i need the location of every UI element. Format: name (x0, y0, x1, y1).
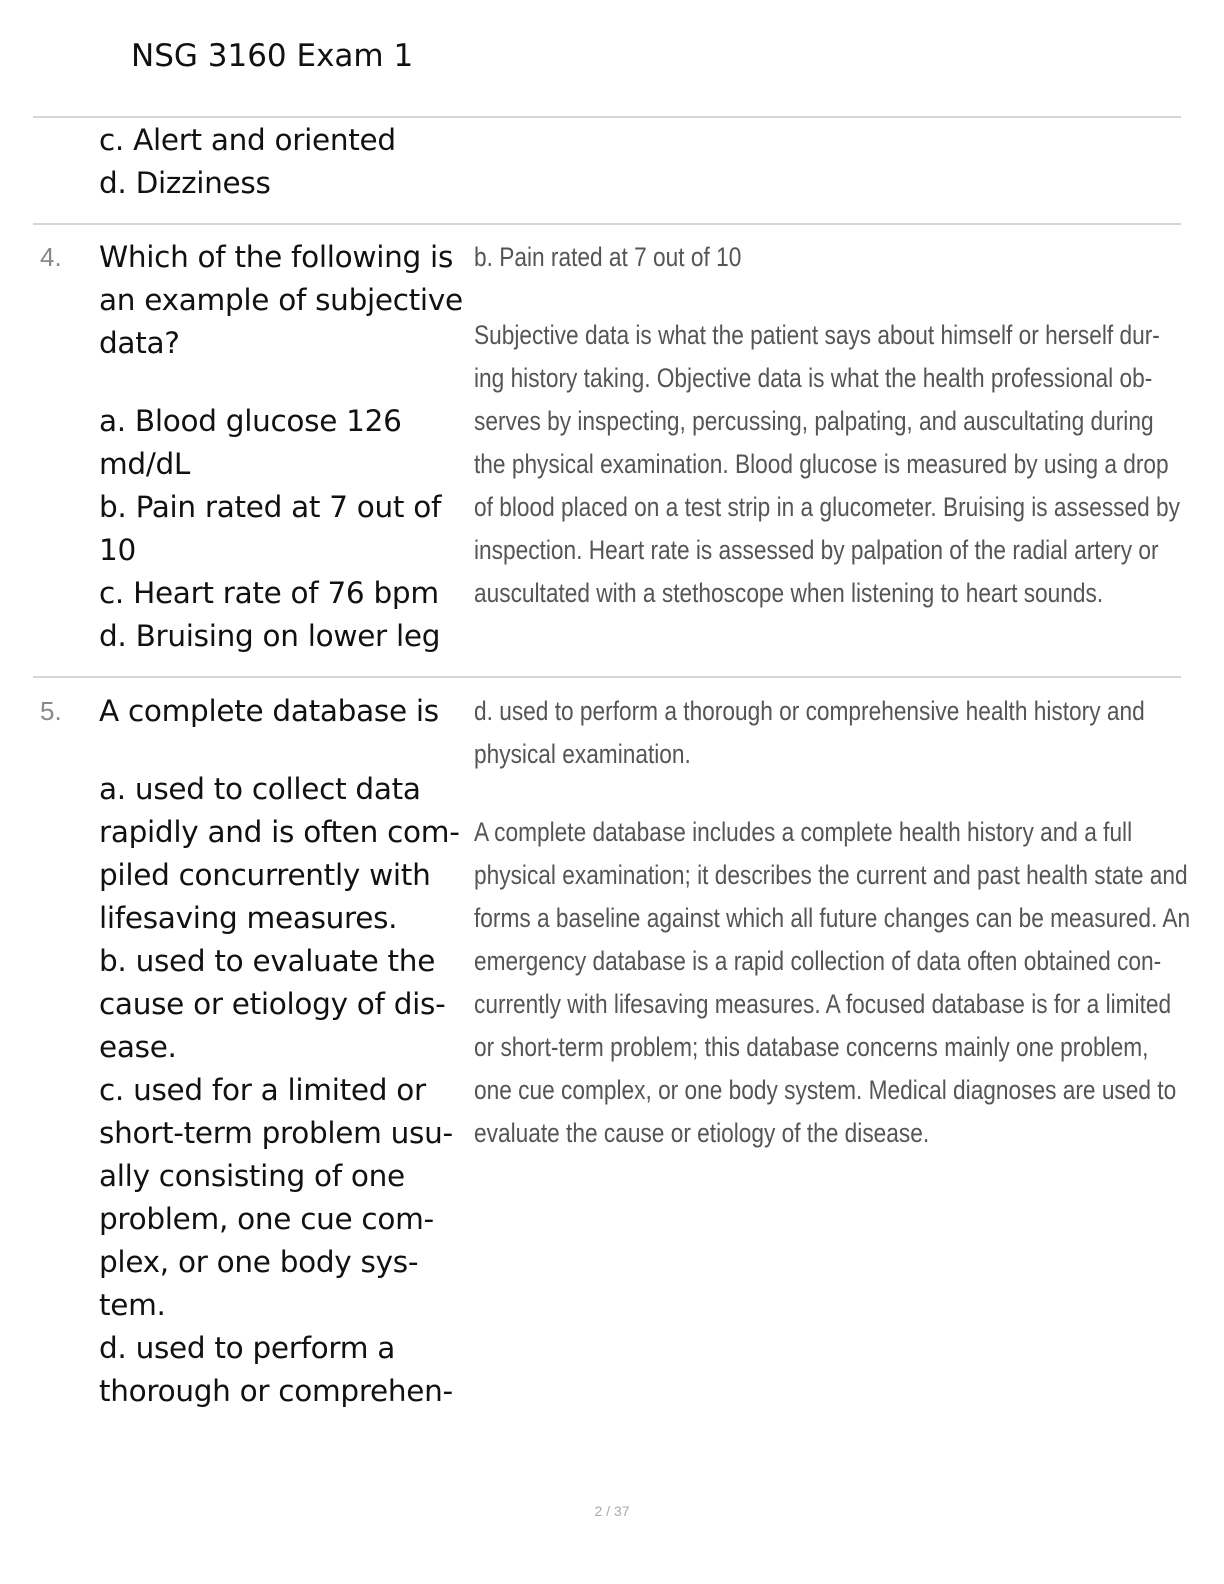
question-text-line: an example of subjective (99, 283, 463, 317)
answer-4 (474, 236, 1180, 615)
rationale-line: Subjective data is what the patient says about himself or herself dur- (474, 320, 1160, 350)
option-line: c. Alert and oriented (99, 123, 396, 157)
spacer (474, 279, 1067, 314)
rationale-line: or short-term problem; this database concerns mainly one problem, (474, 1032, 1149, 1062)
rationale-line: forms a baseline against which all future changes can be measured. An (474, 903, 1191, 933)
option-line: d. used to perform a (99, 1331, 396, 1365)
option-line: c. Heart rate of 76 bpm (99, 576, 439, 610)
question-text-line: data? (99, 326, 180, 360)
rationale-line: physical examination; it describes the current and past health state and (474, 860, 1188, 890)
option-line: piled concurrently with (99, 858, 431, 892)
answer-text: b. Pain rated at 7 out of 10 (474, 242, 742, 272)
option-line: c. used for a limited or (99, 1073, 426, 1107)
rationale-line: one cue complex, or one body system. Medical diagnoses are used to (474, 1075, 1177, 1105)
question-number: 4. (40, 242, 62, 272)
question-number: 5. (40, 696, 62, 726)
rationale-line: emergency database is a rapid collection of data often obtained con- (474, 946, 1162, 976)
question-5 (99, 690, 467, 1413)
page-indicator: 2 / 37 (594, 1503, 630, 1519)
option-line: d. Dizziness (99, 166, 271, 200)
answer-5 (474, 690, 1191, 1155)
option-line: tem. (99, 1288, 166, 1322)
question-text-line: A complete database is (99, 694, 439, 728)
rationale-line: evaluate the cause or etiology of the disease. (474, 1118, 930, 1148)
question-4 (99, 236, 467, 658)
rationale-line: ing history taking. Objective data is what the health professional ob- (474, 363, 1153, 393)
rationale-line: serves by inspecting, percussing, palpating, and auscultating during (474, 406, 1154, 436)
divider (33, 223, 1181, 225)
divider (33, 676, 1181, 678)
rationale-line: auscultated with a stethoscope when listening to heart sounds. (474, 578, 1104, 608)
option-line: lifesaving measures. (99, 901, 398, 935)
option-line: a. Blood glucose 126 (99, 404, 402, 438)
option-line: ally consisting of one (99, 1159, 405, 1193)
option-line: thorough or comprehen- (99, 1374, 453, 1408)
option-line: md/dL (99, 447, 191, 481)
option-line: d. Bruising on lower leg (99, 619, 441, 653)
prev-question-options (99, 119, 467, 205)
spacer (474, 776, 1067, 811)
rationale-line: A complete database includes a complete health history and a full (474, 817, 1133, 847)
option-line: 10 (99, 533, 136, 567)
option-line: ease. (99, 1030, 177, 1064)
spacer (99, 733, 467, 768)
option-line: plex, or one body sys- (99, 1245, 419, 1279)
option-line: b. used to evaluate the (99, 944, 436, 978)
answer-text-line: d. used to perform a thorough or comprehensive health history and (474, 696, 1145, 726)
answer-text-line: physical examination. (474, 739, 691, 769)
rationale-line: currently with lifesaving measures. A focused database is for a limited (474, 989, 1172, 1019)
option-line: cause or etiology of dis- (99, 987, 446, 1021)
divider (33, 116, 1181, 118)
option-line: a. used to collect data (99, 772, 421, 806)
option-line: problem, one cue com- (99, 1202, 434, 1236)
option-line: b. Pain rated at 7 out of (99, 490, 442, 524)
rationale-line: inspection. Heart rate is assessed by palpation of the radial artery or (474, 535, 1159, 565)
option-line: rapidly and is often com- (99, 815, 460, 849)
page-title: NSG 3160 Exam 1 (131, 38, 414, 74)
spacer (99, 365, 467, 400)
rationale-line: the physical examination. Blood glucose is measured by using a drop (474, 449, 1169, 479)
rationale-line: of blood placed on a test strip in a glucometer. Bruising is assessed by (474, 492, 1180, 522)
option-line: short-term problem usu- (99, 1116, 453, 1150)
question-text-line: Which of the following is (99, 240, 454, 274)
